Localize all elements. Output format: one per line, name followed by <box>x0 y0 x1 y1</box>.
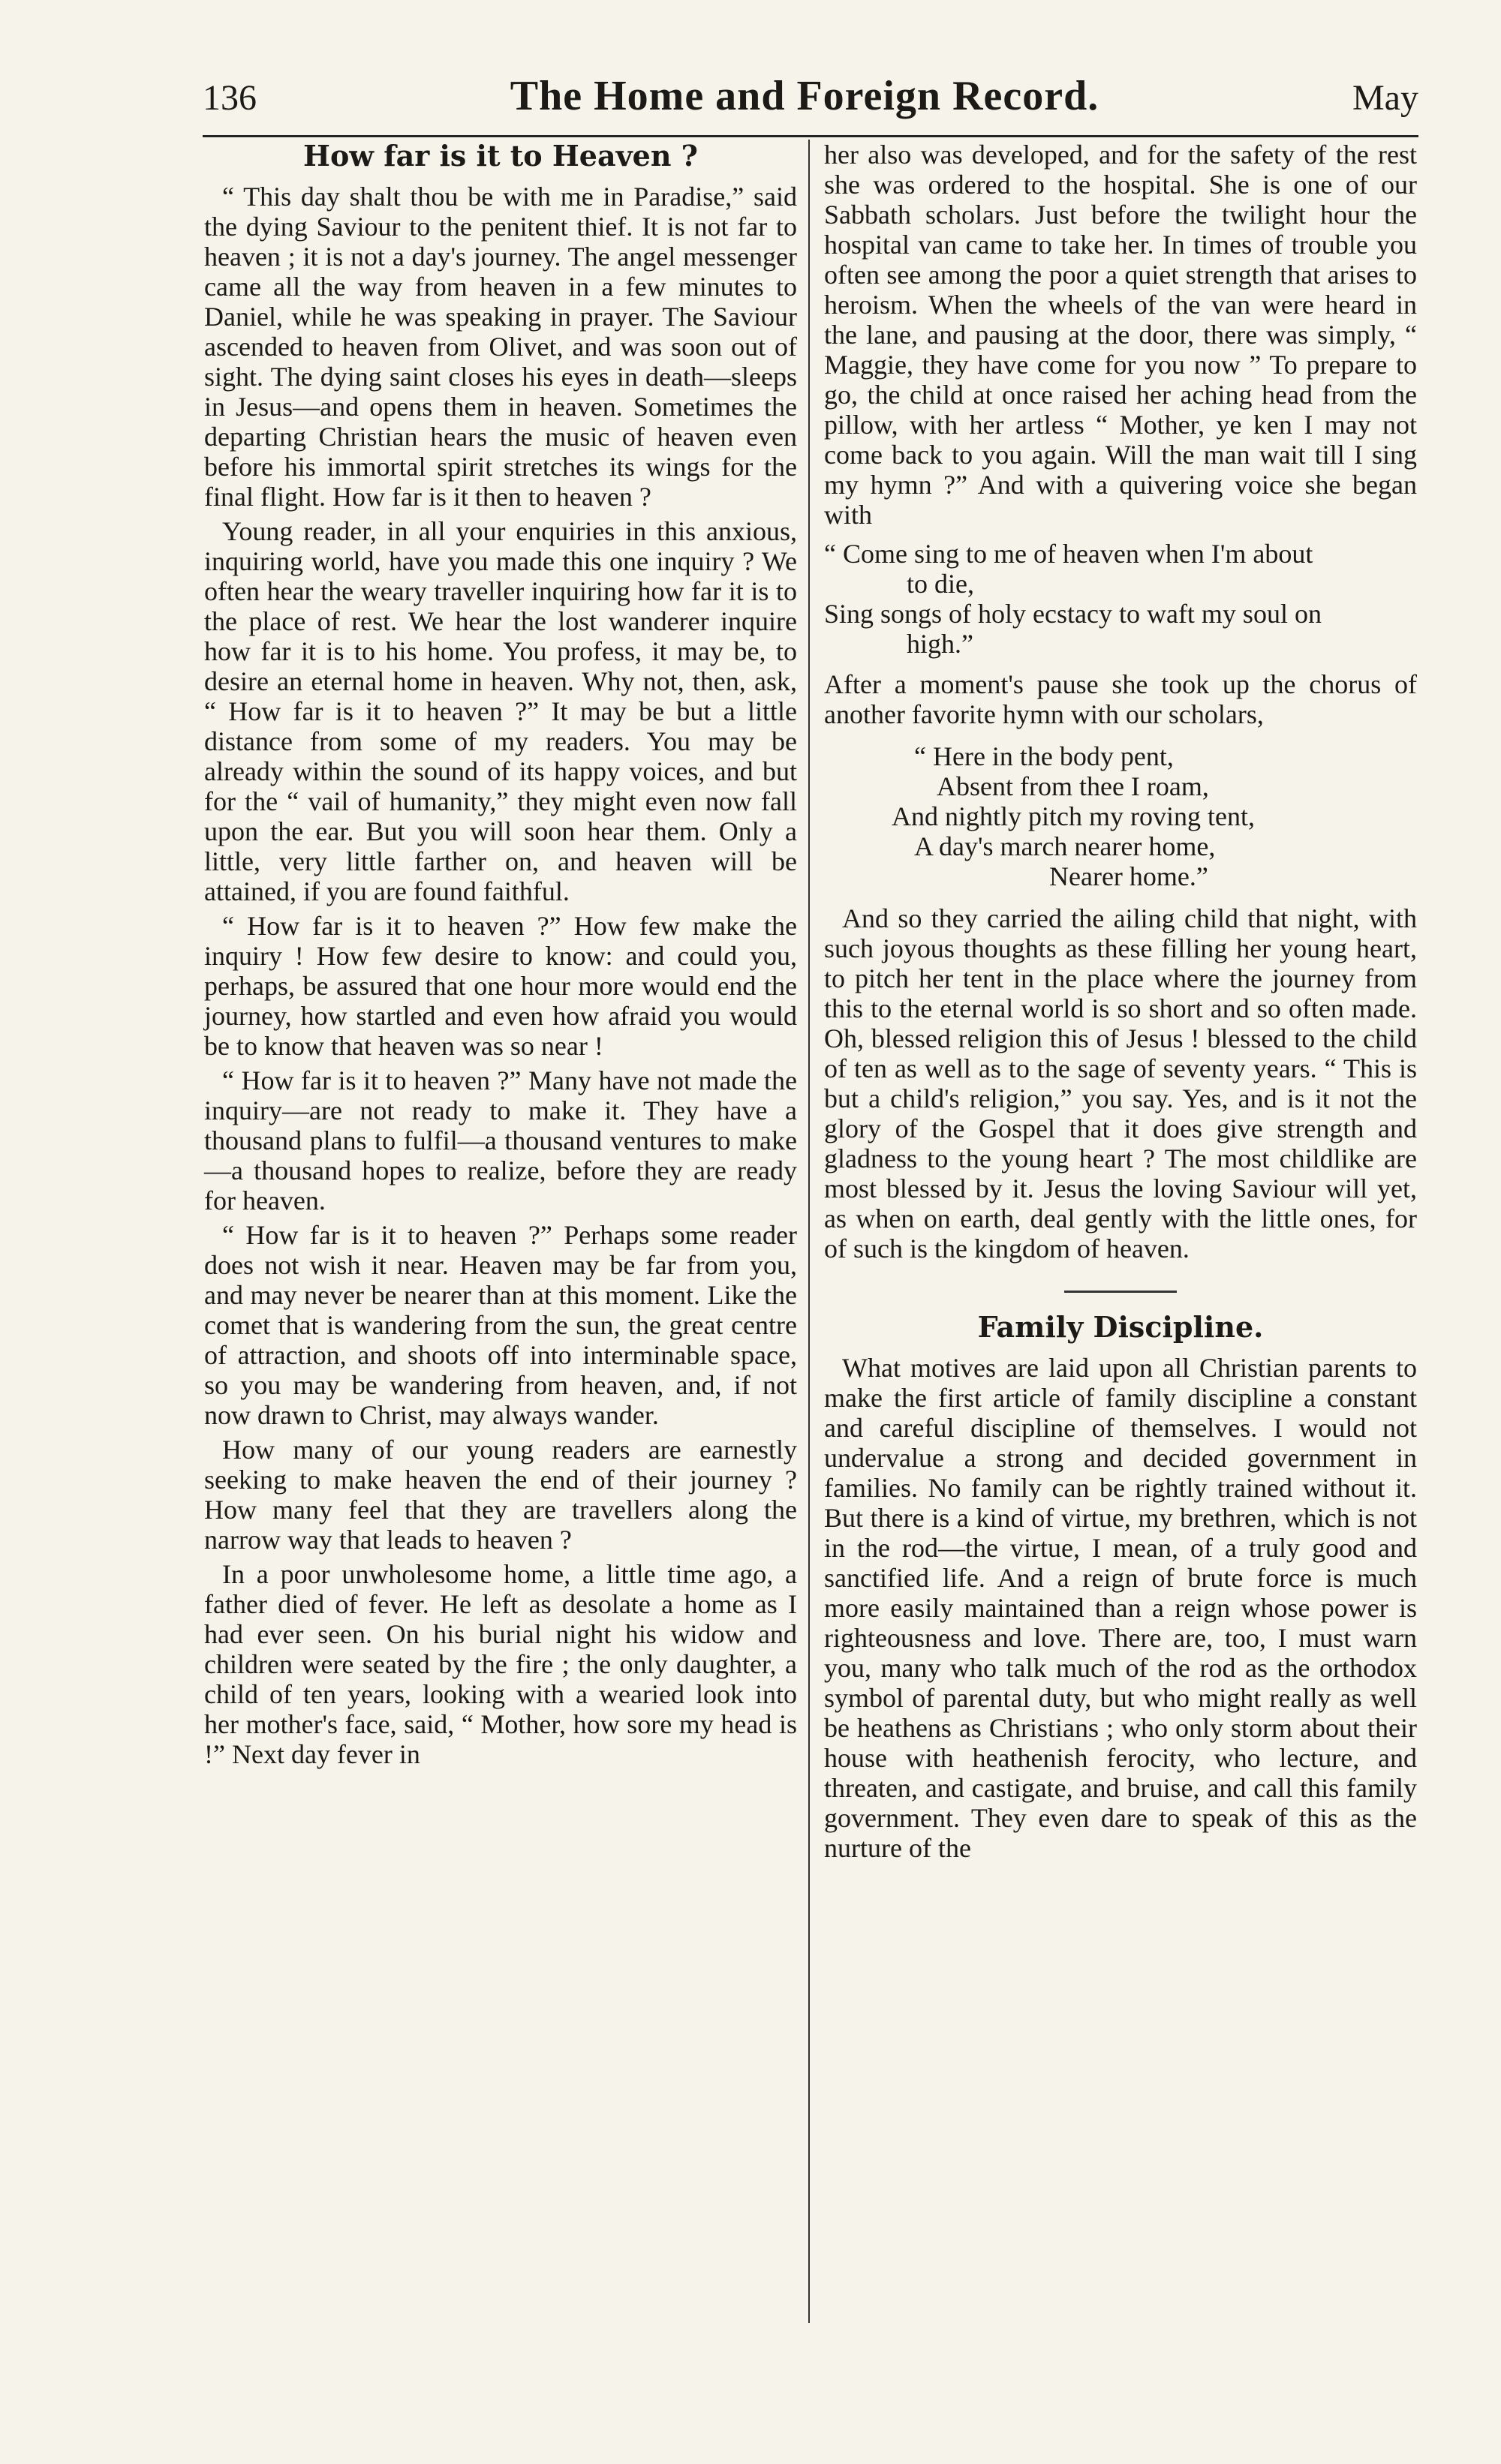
verse-line: to die, <box>907 569 974 599</box>
page-number: 136 <box>203 78 257 118</box>
paragraph: How many of our young readers are earnestly seeking to make heaven the end of their journey ? How many feel that they are travellers along the narrow way that leads to heaven ? <box>204 1435 797 1555</box>
paragraph: Young reader, in all your enquiries in this anxious, inquiring world, have you made this one inquiry ? We often hear the weary traveller inquiring how far it is to the place of rest. We hear the lost wanderer inquire how far it is to his home. You profess, it may be, to desire an eternal home in heaven. Why not, then, ask, “ How far is it to heaven ?” It may be but a little distance from some of my readers. You may be already within the sound of its happy voices, and but for the “ vail of humanity,” they might even now fall upon the ear. But you will soon hear them. Only a little, very little farther on, and heaven will be attained, if you are found faithful. <box>204 516 797 906</box>
paragraph: In a poor unwholesome home, a little time ago, a father died of fever. He left as desolate a home as I had ever seen. On his burial night his widow and children were seated by the fire ; the only daughter, a child of ten years, looking with a wearied look into her mother's face, said, “ Mother, how sore my head is !” Next day fever in <box>204 1559 797 1769</box>
paragraph: And so they carried the ailing child that night, with such joyous thoughts as these filling her young heart, to pitch her tent in the place where the journey from this to the eternal world is so short and so often made. Oh, blessed religion this of Jesus ! blessed to the child of ten as well as to the sage of seventy years. “ This is but a child's religion,” you say. Yes, and is it not the glory of the Gospel that it does give strength and gladness to the young heart ? The most childlike are most blessed by it. Jesus the loving Saviour will yet, as when on earth, deal gently with the little ones, for of such is the kingdom of heaven. <box>824 903 1417 1264</box>
paragraph: “ This day shalt thou be with me in Paradise,” said the dying Saviour to the penitent thief. It is not far to heaven ; it is not a day's journey. The angel messenger came all the way from heaven in a few minutes to Daniel, while he was speaking in prayer. The Saviour ascended to heaven from Olivet, and was soon out of sight. The dying saint closes his eyes in death—sleeps in Jesus—and opens them in heaven. Sometimes the departing Christian hears the music of heaven even before his immortal spirit stretches its wings for the final flight. How far is it then to heaven ? <box>204 182 797 512</box>
hymn-quote <box>824 741 1417 891</box>
hymn-line: “ Here in the body pent, <box>914 741 1174 771</box>
verse-line: “ Come sing to me of heaven when I'm about <box>824 539 1313 569</box>
verse-quote <box>824 539 1417 659</box>
right-column <box>824 140 1417 1868</box>
hymn-line: Nearer home.” <box>1049 861 1208 891</box>
journal-title: The Home and Foreign Record. <box>510 73 1099 119</box>
hymn-line: Absent from thee I roam, <box>937 771 1209 801</box>
hymn-line: A day's march nearer home, <box>914 831 1216 861</box>
hymn-line: And nightly pitch my roving tent, <box>892 801 1255 831</box>
column-divider <box>808 140 810 2323</box>
section-divider <box>1064 1291 1177 1293</box>
article-title-family-discipline: Family Discipline. <box>977 1310 1264 1344</box>
paragraph: After a moment's pause she took up the chorus of another favorite hymn with our scholars, <box>824 669 1417 729</box>
paragraph: “ How far is it to heaven ?” Perhaps some reader does not wish it near. Heaven may be far from you, and may never be nearer than at this moment. Like the comet that is wandering from the sun, the great centre of attraction, and shoots off into interminable space, so you may be wandering from heaven, and, if not now drawn to Christ, may always wander. <box>204 1220 797 1430</box>
running-head-month: May <box>1352 78 1418 118</box>
paragraph: What motives are laid upon all Christian parents to make the first article of family discipline a constant and careful discipline of themselves. I would not undervalue a strong and decided government in families. No family can be rightly trained without it. But there is a kind of virtue, my brethren, which is not in the rod—the virtue, I mean, of a truly good and sanctified life. And a reign of brute force is much more easily maintained than a reign whose power is righteousness and love. There are, too, I must warn you, many who talk much of the rod as the orthodox symbol of parental duty, but who might really as well be heathens as Christians ; who only storm about their house with heathenish ferocity, who lecture, and threaten, and castigate, and bruise, and call this family government. They even dare to speak of this as the nurture of the <box>824 1353 1417 1863</box>
paragraph: “ How far is it to heaven ?” Many have not made the inquiry—are not ready to make it. They have a thousand plans to fulfil—a thousand ventures to make—a thousand hopes to realize, before they are ready for heaven. <box>204 1065 797 1215</box>
verse-line: Sing songs of holy ecstacy to waft my soul on <box>824 599 1322 629</box>
running-head <box>203 72 1418 132</box>
paragraph: “ How far is it to heaven ?” How few make the inquiry ! How few desire to know: and could you, perhaps, be assured that one hour more would end the journey, how startled and even how afraid you would be to know that heaven was so near ! <box>204 911 797 1061</box>
verse-line: high.” <box>907 629 973 659</box>
header-rule <box>203 135 1418 137</box>
paragraph-continued: her also was developed, and for the safety of the rest she was ordered to the hospital. She is one of our Sabbath scholars. Just before the twilight hour the hospital van came to take her. In times of trouble you often see among the poor a quiet strength that arises to heroism. When the wheels of the van were heard in the lane, and pausing at the door, there was simply, “ Maggie, they have come for you now ” To prepare to go, the child at once raised her aching head from the pillow, with her artless “ Mother, ye ken I may not come back to you again. Will the man wait till I sing my hymn ?” And with a quivering voice she began with <box>824 140 1417 530</box>
left-column <box>204 140 797 1774</box>
article-title-heaven: How far is it to Heaven ? <box>303 139 698 173</box>
